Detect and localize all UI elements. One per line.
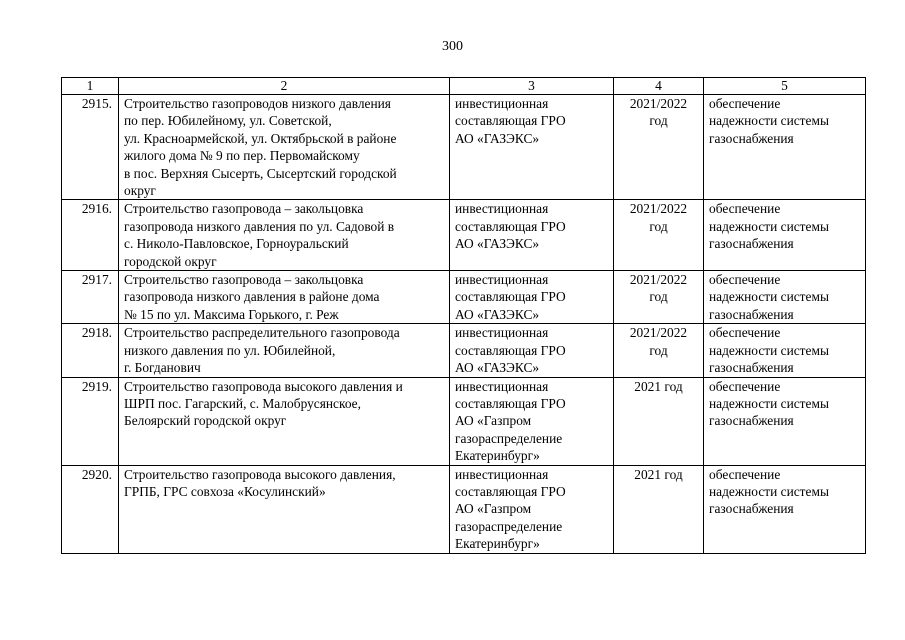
year-cell [614, 465, 704, 553]
column-header: 5 [704, 78, 866, 95]
project-name-cell [119, 95, 450, 200]
funding-source-cell [450, 271, 614, 324]
cell-text-line: 2021 год [634, 466, 683, 482]
year-cell [614, 377, 704, 465]
purpose-cell [704, 200, 866, 271]
project-name-cell [119, 377, 450, 465]
cell-text-line: составляющая ГРО [455, 342, 566, 358]
cell-text-line: газораспределение [455, 518, 563, 534]
column-header: 1 [62, 78, 119, 95]
cell-text-line: инвестиционная [455, 201, 549, 217]
year-cell [614, 271, 704, 324]
cell-text-line: инвестиционная [455, 325, 549, 341]
cell-text-line: год [649, 218, 668, 234]
cell-text-line: АО «ГАЗЭКС» [455, 306, 540, 322]
cell-text-line: АО «ГАЗЭКС» [455, 360, 540, 376]
cell-text-line: составляющая ГРО [455, 113, 566, 129]
cell-text-line: 2021/2022 [629, 272, 688, 288]
cell-text-line: составляющая ГРО [455, 218, 566, 234]
cell-text-line: 2021/2022 [629, 201, 688, 217]
cell-text-line: Строительство газопровода высокого давления, [124, 466, 396, 482]
row-number-cell: 2918. [62, 324, 119, 377]
cell-text-line: газопровода низкого давления по ул. Садовой в [124, 218, 395, 234]
row-number-cell: 2920. [62, 465, 119, 553]
cell-text-line: АО «ГАЗЭКС» [455, 130, 540, 146]
cell-text-line: городской округ [124, 253, 217, 269]
cell-text-line: обеспечение [709, 378, 781, 394]
cell-text-line: год [649, 113, 668, 129]
cell-text-line: надежности системы [709, 218, 829, 234]
year-cell [614, 200, 704, 271]
cell-text-line: с. Николо-Павловское, Горноуральский [124, 236, 349, 252]
cell-text-line: год [649, 342, 668, 358]
cell-text-line: ШРП пос. Гагарский, с. Малобрусянское, [124, 395, 361, 411]
cell-text-line: ул. Красноармейской, ул. Октябрьской в районе [124, 130, 397, 146]
cell-text-line: жилого дома № 9 по пер. Первомайскому [124, 148, 360, 164]
cell-text-line: инвестиционная [455, 272, 549, 288]
cell-text-line: обеспечение [709, 201, 781, 217]
project-name-cell [119, 465, 450, 553]
page-number: 300 [442, 39, 463, 54]
table-row [62, 377, 866, 465]
cell-text-line: 2021/2022 [629, 325, 688, 341]
table-header-row [62, 78, 866, 95]
row-number-cell: 2916. [62, 200, 119, 271]
row-number-cell: 2915. [62, 95, 119, 200]
column-header: 2 [119, 78, 450, 95]
cell-text-line: надежности системы [709, 483, 829, 499]
table-row [62, 271, 866, 324]
cell-text-line: г. Богданович [124, 360, 201, 376]
funding-source-cell [450, 465, 614, 553]
purpose-cell [704, 377, 866, 465]
cell-text-line: надежности системы [709, 342, 829, 358]
cell-text-line: 2021 год [634, 378, 683, 394]
column-header: 4 [614, 78, 704, 95]
cell-text-line: газопровода низкого давления в районе дома [124, 289, 380, 305]
project-name-cell [119, 271, 450, 324]
cell-text-line: АО «Газпром [455, 501, 532, 517]
cell-text-line: по пер. Юбилейному, ул. Советской, [124, 113, 332, 129]
cell-text-line: составляющая ГРО [455, 483, 566, 499]
cell-text-line: в пос. Верхняя Сысерть, Сысертский городской [124, 165, 397, 181]
purpose-cell [704, 95, 866, 200]
cell-text-line: обеспечение [709, 272, 781, 288]
cell-text-line: АО «ГАЗЭКС» [455, 236, 540, 252]
cell-text-line: надежности системы [709, 395, 829, 411]
cell-text-line: инвестиционная [455, 96, 549, 111]
cell-text-line: низкого давления по ул. Юбилейной, [124, 342, 336, 358]
funding-source-cell [450, 324, 614, 377]
table-row [62, 200, 866, 271]
project-name-cell [119, 324, 450, 377]
cell-text-line: газоснабжения [709, 501, 794, 517]
cell-text-line: Строительство газопроводов низкого давления [124, 96, 391, 111]
funding-source-cell [450, 200, 614, 271]
cell-text-line: инвестиционная [455, 378, 549, 394]
table-row [62, 95, 866, 200]
cell-text-line: обеспечение [709, 466, 781, 482]
cell-text-line: Белоярский городской округ [124, 413, 287, 429]
project-name-cell [119, 200, 450, 271]
cell-text-line: газоснабжения [709, 306, 794, 322]
data-table [61, 77, 866, 554]
year-cell [614, 324, 704, 377]
purpose-cell [704, 324, 866, 377]
cell-text-line: газоснабжения [709, 236, 794, 252]
funding-source-cell [450, 377, 614, 465]
cell-text-line: надежности системы [709, 113, 829, 129]
cell-text-line: Строительство газопровода высокого давления и [124, 378, 403, 394]
cell-text-line: Строительство распределительного газопровода [124, 325, 400, 341]
cell-text-line: составляющая ГРО [455, 289, 566, 305]
year-cell [614, 95, 704, 200]
cell-text-line: обеспечение [709, 325, 781, 341]
cell-text-line: инвестиционная [455, 466, 549, 482]
purpose-cell [704, 465, 866, 553]
funding-source-cell [450, 95, 614, 200]
cell-text-line: обеспечение [709, 96, 781, 111]
row-number-cell: 2917. [62, 271, 119, 324]
purpose-cell [704, 271, 866, 324]
cell-text-line: округ [124, 183, 156, 199]
cell-text-line: Строительство газопровода – закольцовка [124, 201, 364, 217]
cell-text-line: год [649, 289, 668, 305]
cell-text-line: АО «Газпром [455, 413, 532, 429]
cell-text-line: Екатеринбург» [455, 536, 540, 552]
cell-text-line: № 15 по ул. Максима Горького, г. Реж [124, 306, 339, 322]
cell-text-line: газоснабжения [709, 413, 794, 429]
cell-text-line: составляющая ГРО [455, 395, 566, 411]
column-header: 3 [450, 78, 614, 95]
cell-text-line: газоснабжения [709, 360, 794, 376]
cell-text-line: газоснабжения [709, 130, 794, 146]
table-row [62, 465, 866, 553]
cell-text-line: Строительство газопровода – закольцовка [124, 272, 364, 288]
cell-text-line: Екатеринбург» [455, 448, 540, 464]
cell-text-line: 2021/2022 [629, 96, 688, 111]
cell-text-line: надежности системы [709, 289, 829, 305]
cell-text-line: газораспределение [455, 430, 563, 446]
cell-text-line: ГРПБ, ГРС совхоза «Косулинский» [124, 483, 326, 499]
row-number-cell: 2919. [62, 377, 119, 465]
table-row [62, 324, 866, 377]
